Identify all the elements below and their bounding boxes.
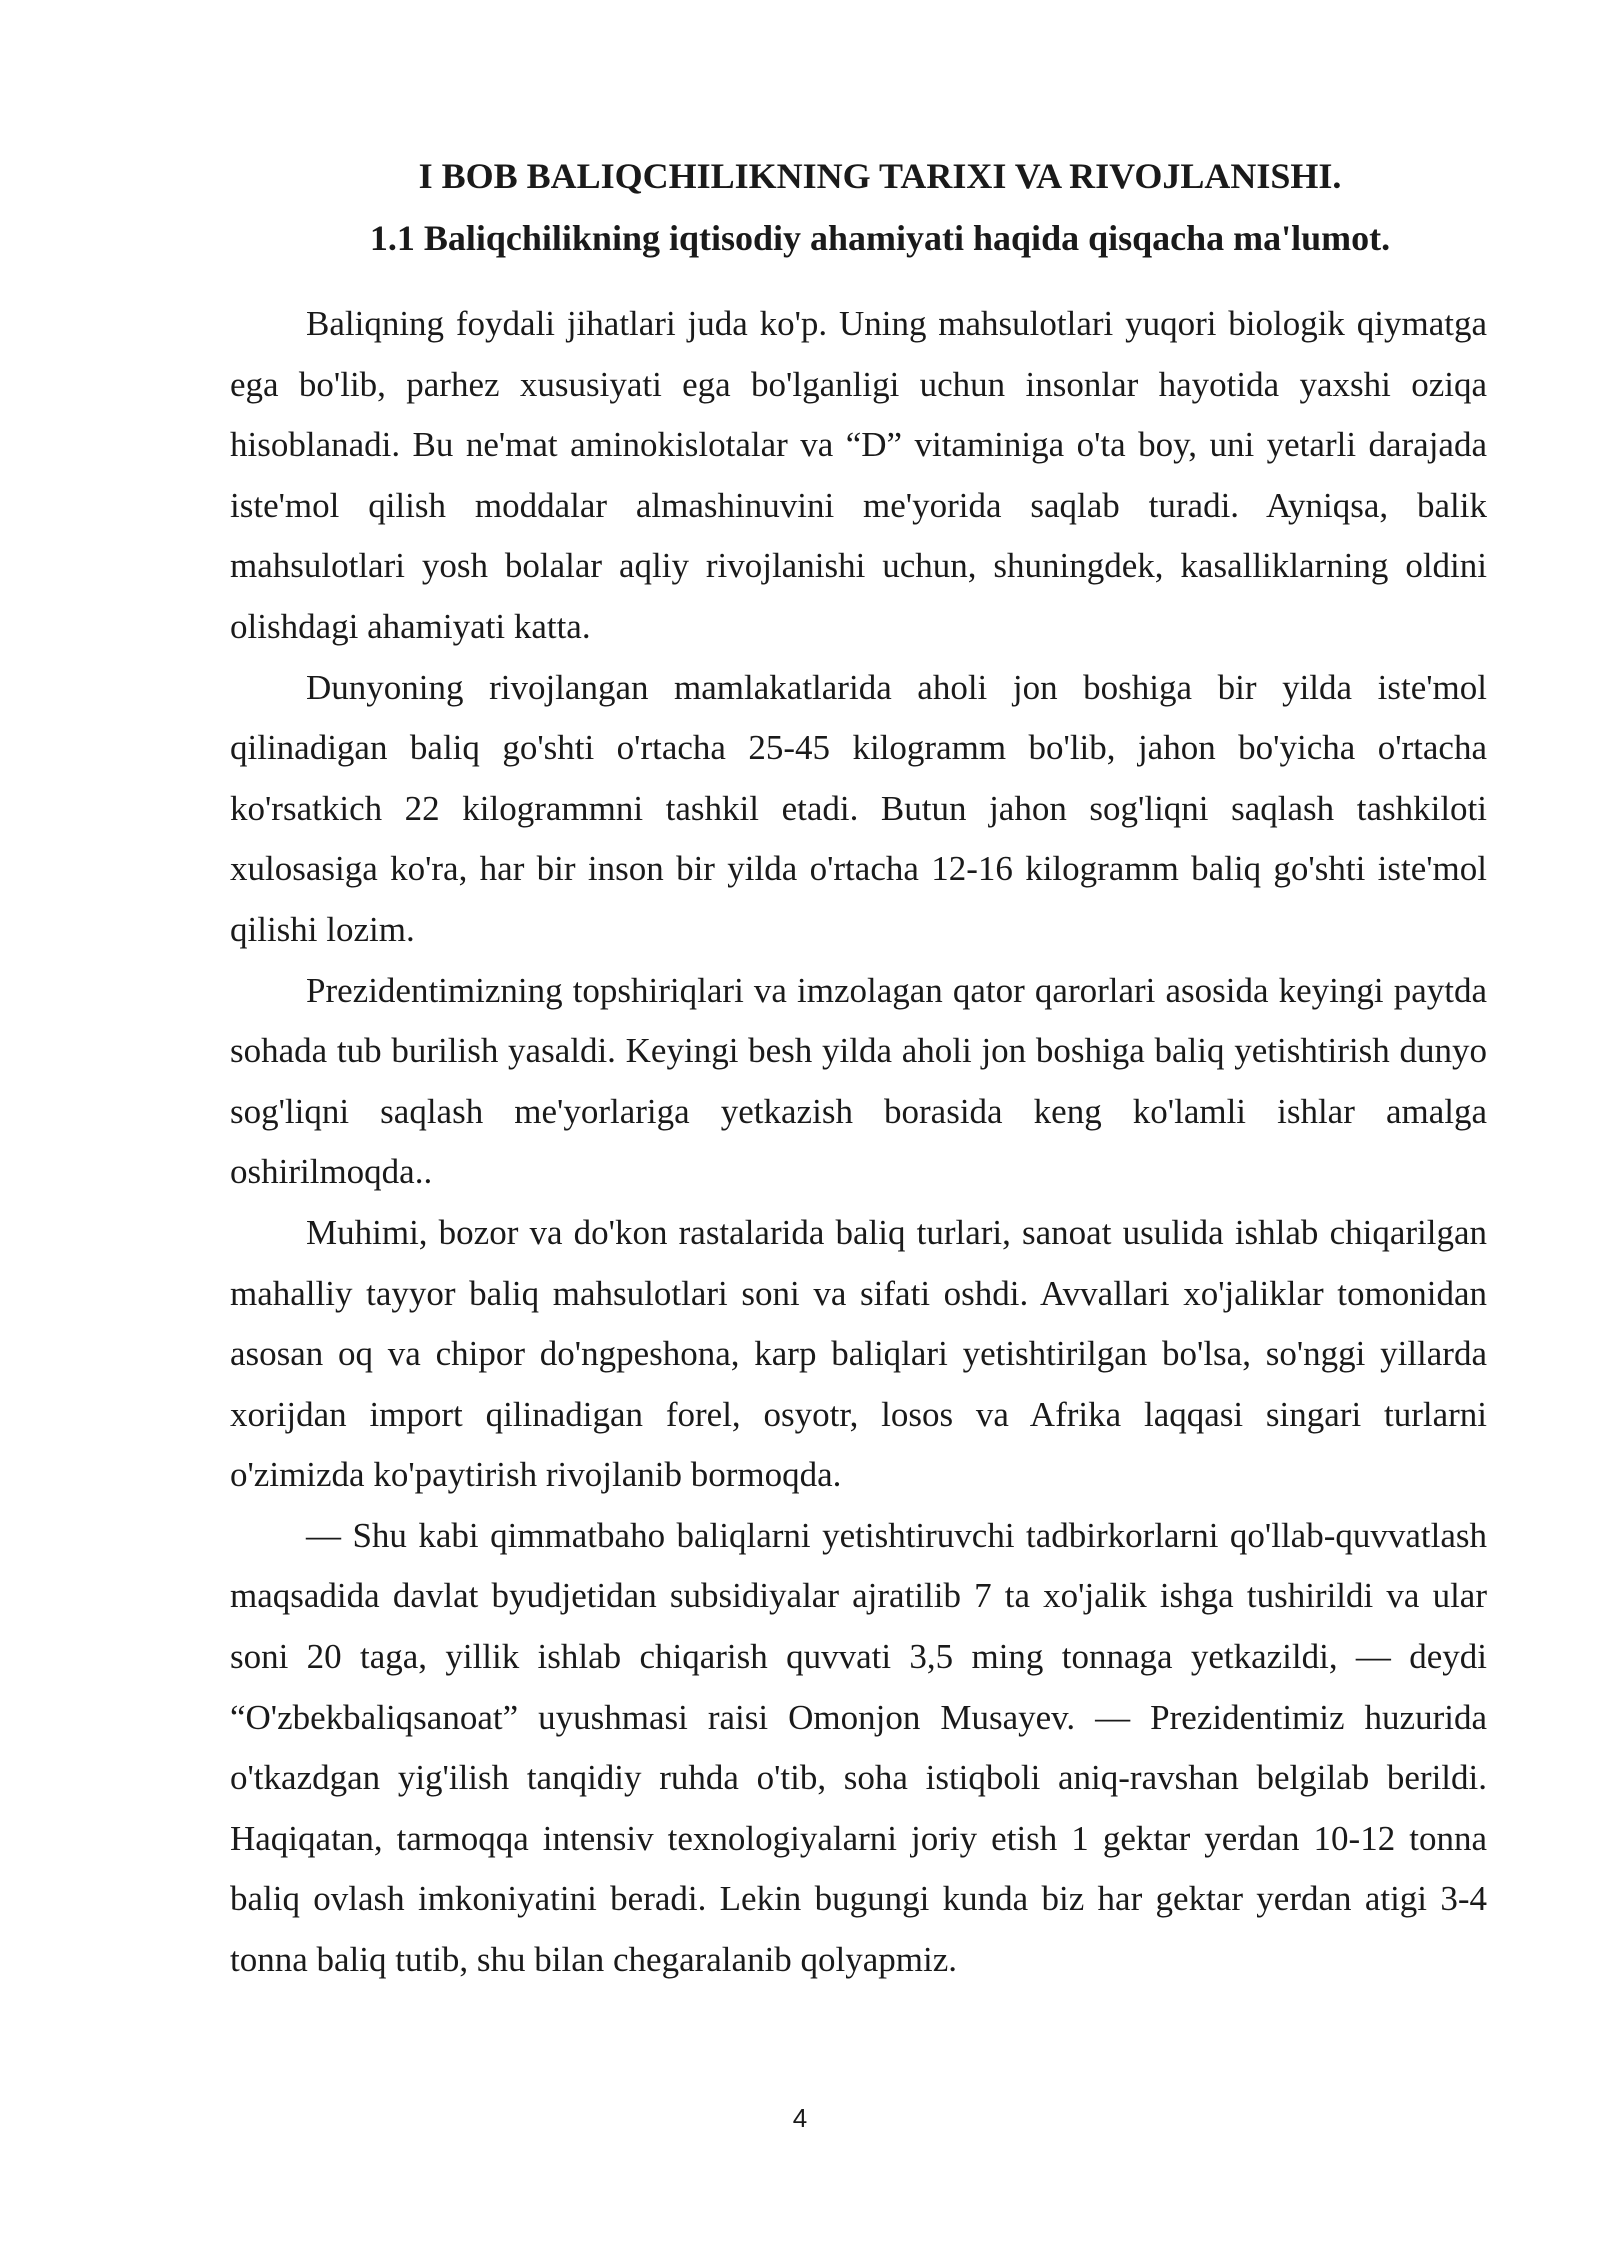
paragraph: Muhimi, bozor va do'kon rastalarida baliq turlari, sanoat usulida ishlab chiqarilgan mahalliy tayyor baliq mahsulotlari soni va sifati oshdi. Avvallari xo'jaliklar tomonidan asosan oq va chipor do'ngpeshona, karp baliqlari yetishtirilgan bo'lsa, so'nggi yillarda xorijdan import qilinadigan forel, osyotr, losos va Afrika laqqasi singari turlarni o'zimizda ko'paytirish rivojlanib bormoqda. [230,1212,1487,1495]
body-text [230,294,1487,1991]
paragraph: Prezidentimizning topshiriqlari va imzolagan qator qarorlari asosida keyingi paytda sohada tub burilish yasaldi. Keyingi besh yilda aholi jon boshiga baliq yetishtirish dunyo sog'liqni saqlash me'yorlariga yetkazish borasida keng ko'lamli ishlar amalga oshirilmoqda.. [230,970,1487,1192]
paragraph: Dunyoning rivojlangan mamlakatlarida aholi jon boshiga bir yilda iste'mol qilinadigan baliq go'shti o'rtacha 25-45 kilogramm bo'lib, jahon bo'yicha o'rtacha ko'rsatkich 22 kilogrammni tashkil etadi. Butun jahon sog'liqni saqlash tashkiloti xulosasiga ko'ra, har bir inson bir yilda o'rtacha 12-16 kilogramm baliq go'shti iste'mol qilishi lozim. [230,667,1487,949]
paragraph: — Shu kabi qimmatbaho baliqlarni yetishtiruvchi tadbirkorlarni qo'llab-quvvatlash maqsadida davlat byudjetidan subsidiyalar ajratilib 7 ta xo'jalik ishga tushirildi va ular soni 20 taga, yillik ishlab chiqarish quvvati 3,5 ming tonnaga yetkazildi, — deydi “O'zbekbaliqsanoat” uyushmasi raisi Omonjon Musayev. — Prezidentimiz huzurida o'tkazdgan yig'ilish tanqidiy ruhda o'tib, soha istiqboli aniq-ravshan belgilab berildi. Haqiqatan, tarmoqqa intensiv texnologiyalarni joriy etish 1 gektar yerdan 10-12 tonna baliq ovlash imkoniyatini beradi. Lekin bugungi kunda biz har gektar yerdan atigi 3-4 tonna baliq tutib, shu bilan chegaralanib qolyapmiz. [230,1515,1487,1980]
chapter-title: I BOB BALIQCHILIKNING TARIXI VA RIVOJLANISHI. [418,156,1342,196]
paragraph: Baliqning foydali jihatlari juda ko'p. Uning mahsulotlari yuqori biologik qiymatga ega bo'lib, parhez xususiyati ega bo'lganligi uchun insonlar hayotida yaxshi oziqa hisoblanadi. Bu ne'mat aminokislotalar va “D” vitaminiga o'ta boy, uni yetarli darajada iste'mol qilish moddalar almashinuvini me'yorida saqlab turadi. Ayniqsa, balik mahsulotlari yosh bolalar aqliy rivojlanishi uchun, shuningdek, kasalliklarning oldini olishdagi ahamiyati katta. [230,304,1487,646]
page-number: 4 [792,2103,808,2133]
section-title: 1.1 Baliqchilikning iqtisodiy ahamiyati haqida qisqacha ma'lumot. [369,218,1391,258]
